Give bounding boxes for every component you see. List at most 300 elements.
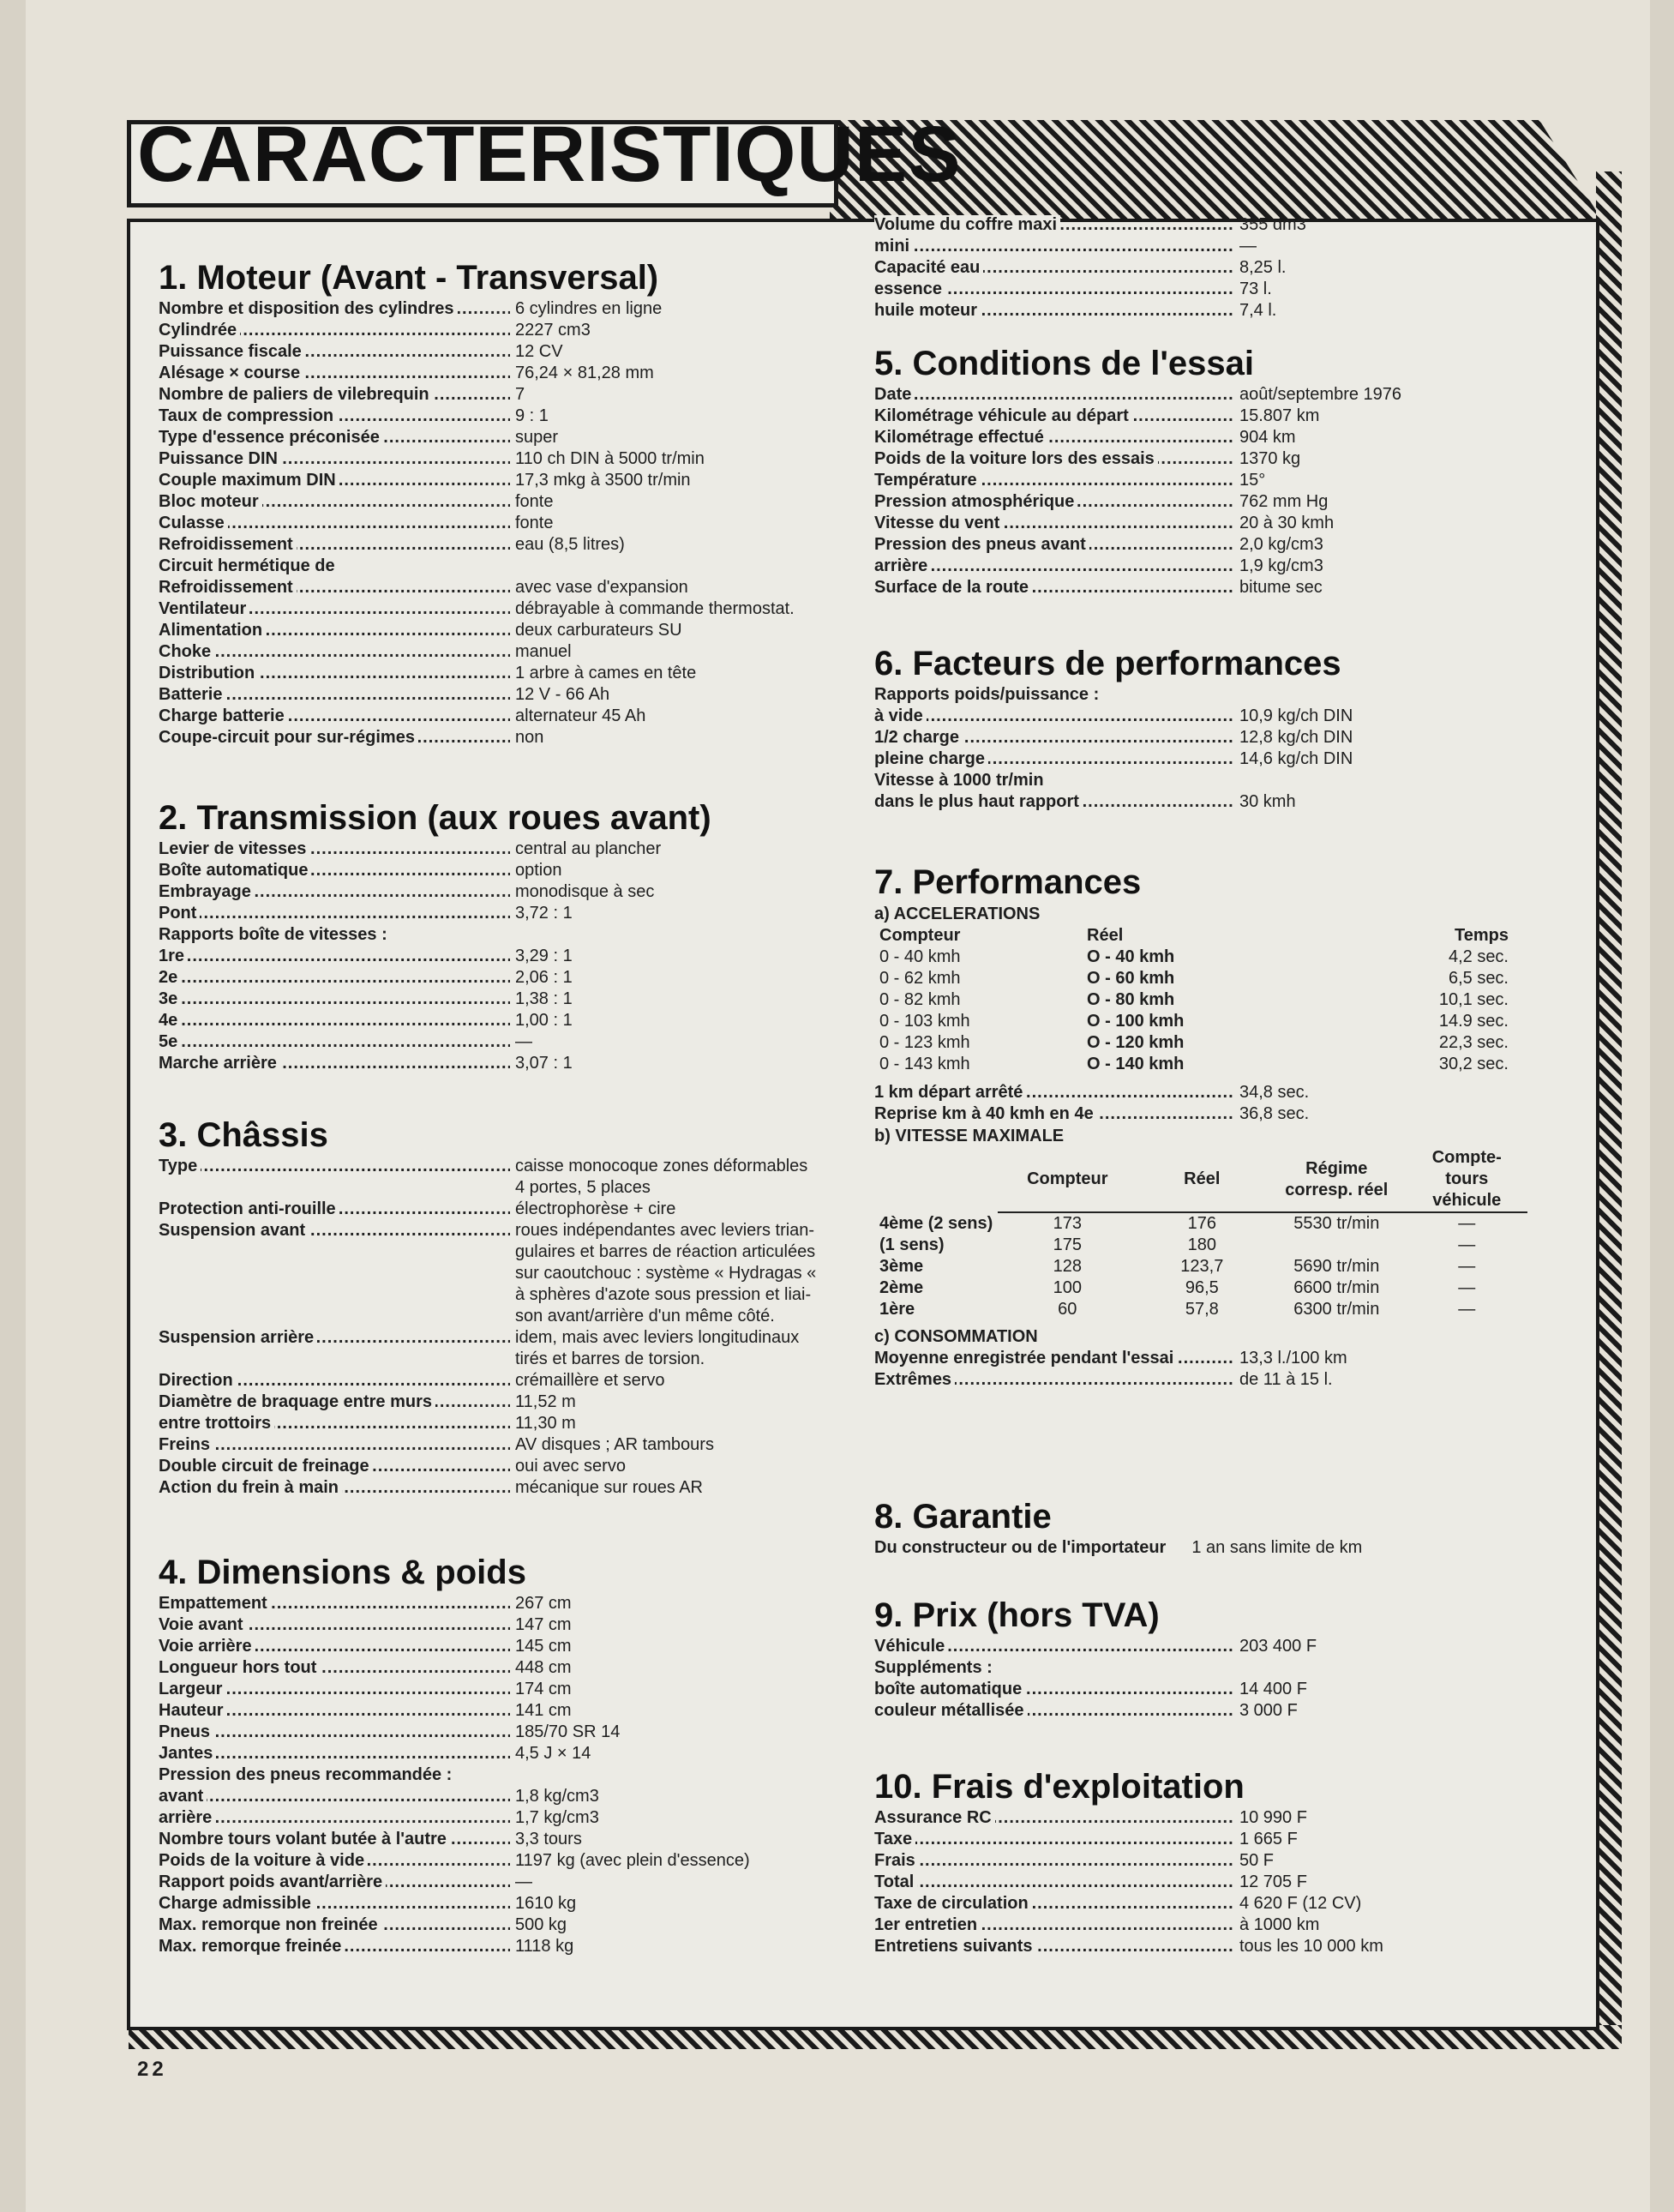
spec-value: alternateur 45 Ah: [515, 706, 646, 725]
spec-value: —: [515, 1032, 532, 1051]
spec-label-text: Véhicule: [874, 1637, 948, 1656]
section-performances: [874, 862, 1569, 1391]
section-garantie: [874, 1496, 1569, 1559]
spec-value: roues indépendantes avec leviers trian-: [515, 1221, 815, 1240]
table-cell: 6600 tr/min: [1293, 1278, 1380, 1297]
spec-label: [159, 1936, 510, 1957]
spec-label: [159, 1614, 510, 1636]
spec-label-text: 1/2 charge: [874, 728, 963, 747]
spec-value: 3,07 : 1: [515, 1054, 573, 1073]
spec-label: [874, 300, 1234, 322]
spec-label: [159, 860, 510, 881]
spec-row: [874, 1936, 1569, 1957]
spec-value: 76,24 × 81,28 mm: [515, 364, 654, 382]
spec-row: [159, 513, 870, 534]
spec-value: 4,5 J × 14: [515, 1744, 591, 1763]
spec-row: [874, 748, 1569, 770]
spec-row: [159, 839, 870, 860]
spec-label: [159, 1327, 510, 1349]
spec-row: [159, 1657, 870, 1679]
spec-label-text: Type d'essence préconisée: [159, 428, 383, 447]
spec-label: [159, 1786, 510, 1807]
spec-value: 11,30 m: [515, 1414, 576, 1433]
spec-label: [159, 684, 510, 706]
spec-value: 267 cm: [515, 1594, 572, 1613]
spec-value: 1,38 : 1: [515, 989, 573, 1008]
spec-label: [159, 1893, 510, 1914]
table-cell: 30,2 sec.: [1438, 1055, 1509, 1073]
table-cell: —: [1458, 1300, 1476, 1319]
spec-row: [159, 427, 870, 448]
table-cell: 123,7: [1180, 1257, 1224, 1276]
spec-label-text: Alimentation: [159, 621, 266, 640]
spec-label: [874, 384, 1234, 406]
spec-row: [159, 1284, 870, 1306]
rows-moteur: [159, 298, 870, 748]
spec-value: [1234, 684, 1239, 706]
spec-row: [874, 1348, 1569, 1369]
spec-value: 1370 kg: [1239, 449, 1301, 468]
spec-label: [159, 1764, 510, 1786]
spec-row: [159, 534, 870, 556]
spec-label: [159, 1914, 510, 1936]
spec-row: [159, 384, 870, 406]
spec-row: [159, 1349, 870, 1370]
spec-label-text: Batterie: [159, 685, 225, 704]
spec-row: [874, 577, 1569, 598]
spec-label: [874, 791, 1234, 813]
spec-label-text: Pont: [159, 904, 200, 923]
spec-label: [159, 1010, 510, 1031]
spec-value: 762 mm Hg: [1239, 492, 1329, 511]
table-cell: 57,8: [1185, 1300, 1219, 1319]
spec-label-text: Charge admissible: [159, 1894, 315, 1913]
spec-label-text: Refroidissement: [159, 535, 297, 554]
table-cell: 0 - 40 kmh: [879, 947, 961, 966]
spec-value: 14 400 F: [1239, 1680, 1307, 1698]
spec-value: caisse monocoque zones déformables: [515, 1157, 808, 1175]
section-facteurs: [874, 643, 1569, 813]
spec-label: [159, 320, 510, 341]
spec-label-text: Max. remorque freinée: [159, 1937, 345, 1956]
spec-value: 9 : 1: [515, 406, 549, 425]
spec-label: [874, 1850, 1234, 1872]
spec-label: [159, 1199, 510, 1220]
heading-prix: 9. Prix (hors TVA): [874, 1596, 1160, 1634]
spec-value: 10,9 kg/ch DIN: [1239, 706, 1353, 725]
table-row: [874, 968, 1514, 989]
spec-row: [159, 1434, 870, 1456]
spec-value: 3 000 F: [1239, 1701, 1298, 1720]
spec-label: [159, 1241, 510, 1263]
spec-label-text: 1re: [159, 947, 188, 965]
spec-label: [159, 1156, 510, 1177]
spec-value: eau (8,5 litres): [515, 535, 625, 554]
spec-row: [159, 1456, 870, 1477]
spec-label-text: [159, 1285, 162, 1304]
hatched-border-right: [1596, 171, 1622, 2041]
spec-value: 20 à 30 kmh: [1239, 514, 1335, 532]
table-cell: 4ème (2 sens): [879, 1213, 993, 1233]
spec-row: [159, 1392, 870, 1413]
spec-value: central au plancher: [515, 839, 662, 858]
heading-performances: 7. Performances: [874, 863, 1142, 901]
spec-value: oui avec servo: [515, 1457, 626, 1476]
spec-label-text: Boîte automatique: [159, 861, 311, 880]
table-cell: 4,2 sec.: [1448, 947, 1509, 966]
spec-row: [874, 214, 1569, 236]
spec-value: crémaillère et servo: [515, 1371, 665, 1390]
spec-label-text: Moyenne enregistrée pendant l'essai: [874, 1349, 1177, 1367]
spec-row: [874, 1679, 1569, 1700]
spec-value: 12 CV: [515, 342, 563, 361]
spec-label: [159, 363, 510, 384]
spec-row: [874, 300, 1569, 322]
rows-conso: [874, 1348, 1569, 1391]
garantie-label: Du constructeur ou de l'importateur: [874, 1538, 1167, 1557]
spec-label: [874, 706, 1234, 727]
spec-value: super: [515, 428, 559, 447]
spec-label-text: Embrayage: [159, 882, 255, 901]
spec-value: de 11 à 15 l.: [1239, 1370, 1333, 1389]
table-row: [874, 947, 1514, 968]
spec-row: [874, 727, 1569, 748]
spec-value: 3,3 tours: [515, 1830, 582, 1848]
spec-row: [159, 1156, 870, 1177]
spec-label-text: Date: [874, 385, 915, 404]
spec-row: [874, 279, 1569, 300]
spec-label-text: Direction: [159, 1371, 237, 1390]
spec-row: [159, 298, 870, 320]
spec-label: [159, 513, 510, 534]
spec-label-text: Surface de la route: [874, 578, 1032, 597]
spec-row: [159, 706, 870, 727]
spec-label: [159, 1053, 510, 1074]
table-cell: 100: [1053, 1278, 1082, 1297]
table-cell: O - 60 kmh: [1087, 969, 1175, 988]
spec-label: [874, 491, 1234, 513]
table-cell: 3ème: [879, 1257, 924, 1276]
acc-header: Compteur: [879, 926, 961, 945]
spec-label: [874, 257, 1234, 279]
spec-row: [874, 384, 1569, 406]
spec-label-text: Longueur hors tout: [159, 1658, 320, 1677]
spec-label-text: Culasse: [159, 514, 228, 532]
table-cell: 96,5: [1185, 1278, 1219, 1297]
spec-label-text: Largeur: [159, 1680, 225, 1698]
spec-row: [874, 684, 1569, 706]
table-cell: O - 140 kmh: [1087, 1055, 1185, 1073]
spec-value: 2227 cm3: [515, 321, 591, 340]
spec-value: sur caoutchouc : système « Hydragas «: [515, 1264, 817, 1283]
section-coffre: [874, 214, 1569, 322]
table-cell: 22,3 sec.: [1438, 1033, 1509, 1052]
spec-label: [159, 1284, 510, 1306]
spec-label-text: 5e: [159, 1032, 181, 1051]
heading-moteur: 1. Moteur (Avant - Transversal): [159, 259, 659, 297]
spec-label-text: Suppléments :: [874, 1658, 996, 1677]
spec-label: [874, 727, 1234, 748]
spec-row: [159, 967, 870, 989]
spec-label: [159, 663, 510, 684]
spec-row: [874, 1807, 1569, 1829]
table-row: [874, 1011, 1514, 1032]
spec-value: tous les 10 000 km: [1239, 1937, 1383, 1956]
section-dimensions: [159, 1552, 870, 1957]
spec-row: [874, 1829, 1569, 1850]
spec-label-text: Nombre et disposition des cylindres: [159, 299, 458, 318]
spec-value: 7: [515, 385, 525, 404]
spec-label: [159, 406, 510, 427]
spec-row: [159, 1263, 870, 1284]
spec-value: non: [515, 728, 544, 747]
spec-row: [874, 706, 1569, 727]
spec-label: [159, 1456, 510, 1477]
spec-label-text: Couple maximum DIN: [159, 471, 339, 490]
spec-label: [159, 881, 510, 903]
spec-row: [874, 1636, 1569, 1657]
spec-value: 34,8 sec.: [1239, 1083, 1310, 1102]
heading-frais: 10. Frais d'exploitation: [874, 1768, 1245, 1806]
spec-label-text: Suspension arrière: [159, 1328, 317, 1347]
section-conditions: [874, 343, 1569, 598]
spec-label: [159, 1743, 510, 1764]
table-cell: 0 - 123 kmh: [879, 1033, 970, 1052]
table-cell: O - 40 kmh: [1087, 947, 1175, 966]
spec-row: [159, 1829, 870, 1850]
spec-row: [874, 491, 1569, 513]
spec-label: [159, 706, 510, 727]
spec-label: [159, 1220, 510, 1241]
spec-label: [159, 1349, 510, 1370]
spec-value: 1118 kg: [515, 1937, 574, 1956]
table-cell: 1ère: [879, 1300, 915, 1319]
table-row: [874, 1212, 1527, 1235]
rows-km: [874, 1082, 1569, 1125]
spec-label-text: avant: [159, 1787, 207, 1806]
spec-row: [159, 470, 870, 491]
spec-label-text: arrière: [874, 556, 931, 575]
spec-label-text: Voie avant: [159, 1615, 247, 1634]
spec-label-text: Vitesse du vent: [874, 514, 1003, 532]
spec-label-text: mini: [874, 237, 913, 255]
spec-label: [874, 470, 1234, 491]
spec-value: 147 cm: [515, 1615, 572, 1634]
spec-value: —: [1239, 237, 1257, 255]
table-row: [874, 1299, 1527, 1320]
spec-row: [874, 1103, 1569, 1125]
spec-row: [159, 989, 870, 1010]
spec-row: [874, 556, 1569, 577]
spec-label-text: Marche arrière: [159, 1054, 280, 1073]
spec-label: [159, 1700, 510, 1722]
table-cell: 60: [1058, 1300, 1077, 1319]
spec-value: 10 990 F: [1239, 1808, 1307, 1827]
section-frais: [874, 1766, 1569, 1957]
spec-row: [874, 236, 1569, 257]
spec-row: [159, 903, 870, 924]
spec-row: [874, 257, 1569, 279]
table-cell: 176: [1187, 1214, 1216, 1233]
spec-row: [159, 641, 870, 663]
spec-label-text: Puissance fiscale: [159, 342, 305, 361]
spec-label-text: Cylindrée: [159, 321, 240, 340]
spec-row: [159, 620, 870, 641]
spec-row: [159, 1807, 870, 1829]
spec-row: [159, 577, 870, 598]
page-number: 22: [137, 2058, 167, 2081]
spec-label: [874, 534, 1234, 556]
table-cell: 6300 tr/min: [1293, 1300, 1380, 1319]
spec-value: monodisque à sec: [515, 882, 655, 901]
spec-label: [159, 534, 510, 556]
spec-label-text: Poids de la voiture à vide: [159, 1851, 368, 1870]
spec-label-text: Frais: [874, 1851, 919, 1870]
spec-row: [159, 1700, 870, 1722]
spec-label-text: Kilométrage véhicule au départ: [874, 406, 1132, 425]
rows-chassis: [159, 1156, 870, 1499]
spec-label: [159, 1722, 510, 1743]
spec-label-text: [159, 1349, 162, 1368]
spec-value: 2,06 : 1: [515, 968, 573, 987]
vmax-table: [874, 1147, 1527, 1320]
rows-facteurs: [874, 684, 1569, 813]
spec-row: [159, 1177, 870, 1199]
spec-label: [159, 1829, 510, 1850]
spec-row: [159, 1370, 870, 1392]
spec-label: [874, 770, 1234, 791]
spec-row: [874, 406, 1569, 427]
spec-value: —: [515, 1872, 532, 1891]
spec-label-text: Protection anti-rouille: [159, 1199, 339, 1218]
table-cell: 0 - 143 kmh: [879, 1055, 970, 1073]
spec-row: [874, 427, 1569, 448]
spec-label: [159, 924, 510, 946]
spec-value: 355 dm3: [1239, 215, 1306, 234]
spec-label: [874, 1369, 1234, 1391]
spec-label-text: 4e: [159, 1011, 181, 1030]
spec-row: [874, 448, 1569, 470]
spec-label: [159, 1872, 510, 1893]
spec-label-text: Refroidissement: [159, 578, 297, 597]
spec-row: [159, 1786, 870, 1807]
rows-conditions: [874, 384, 1569, 598]
section-prix: [874, 1595, 1569, 1722]
spec-row: [874, 1369, 1569, 1391]
spec-label-text: boîte automatique: [874, 1680, 1025, 1698]
table-cell: (1 sens): [879, 1235, 945, 1254]
acc-body: [874, 947, 1514, 1075]
spec-value: [510, 924, 515, 946]
spec-label: [159, 1306, 510, 1327]
spec-row: [159, 881, 870, 903]
table-row: [874, 989, 1514, 1011]
spec-label: [874, 214, 1234, 236]
section-moteur: [159, 257, 870, 748]
table-cell: 180: [1187, 1235, 1216, 1254]
spec-label: [159, 1263, 510, 1284]
heading-conditions: 5. Conditions de l'essai: [874, 345, 1254, 382]
spec-label: [874, 1893, 1234, 1914]
spec-label-text: Alésage × course: [159, 364, 303, 382]
table-cell: 173: [1053, 1214, 1082, 1233]
garantie-value: 1 an sans limite de km: [1191, 1538, 1363, 1557]
spec-label: [159, 470, 510, 491]
spec-label: [159, 298, 510, 320]
spec-row: [874, 470, 1569, 491]
spec-value: 1 arbre à cames en tête: [515, 664, 697, 682]
spec-value: 1,8 kg/cm3: [515, 1787, 599, 1806]
spec-label-text: Poids de la voiture lors des essais: [874, 449, 1158, 468]
spec-row: [159, 556, 870, 577]
table-cell: O - 80 kmh: [1087, 990, 1175, 1009]
acc-header: Réel: [1087, 926, 1124, 945]
rows-coffre: [874, 214, 1569, 322]
spec-row: [159, 860, 870, 881]
spec-label: [874, 1936, 1234, 1957]
spec-label: [874, 1103, 1234, 1125]
spec-label: [159, 1413, 510, 1434]
spec-label-text: Jantes: [159, 1744, 216, 1763]
spec-value: gulaires et barres de réaction articulées: [515, 1242, 816, 1261]
spec-value: 12 V - 66 Ah: [515, 685, 610, 704]
spec-row: [159, 1593, 870, 1614]
table-cell: 5690 tr/min: [1293, 1257, 1380, 1276]
spec-label: [159, 727, 510, 748]
conso-title: c) CONSOMMATION: [874, 1327, 1038, 1346]
spec-value: 4 620 F (12 CV): [1239, 1894, 1362, 1913]
spec-row: [159, 341, 870, 363]
spec-value: à sphères d'azote sous pression et liai-: [515, 1285, 812, 1304]
spec-label-text: Puissance DIN: [159, 449, 281, 468]
spec-row: [874, 1657, 1569, 1679]
spec-label-text: huile moteur: [874, 301, 981, 320]
spec-value: 13,3 l./100 km: [1239, 1349, 1347, 1367]
spec-label-text: [159, 1178, 162, 1197]
spec-value: 904 km: [1239, 428, 1296, 447]
spec-label-text: couleur métallisée: [874, 1701, 1028, 1720]
spec-row: [159, 1722, 870, 1743]
table-cell: —: [1458, 1214, 1476, 1233]
spec-label: [874, 1700, 1234, 1722]
spec-label-text: Taxe de circulation: [874, 1894, 1032, 1913]
spec-value: 36,8 sec.: [1239, 1104, 1310, 1123]
spec-row: [159, 363, 870, 384]
spec-label: [159, 967, 510, 989]
spec-label-text: Type: [159, 1157, 201, 1175]
spec-value: 110 ch DIN à 5000 tr/min: [515, 449, 705, 468]
spec-label: [874, 1636, 1234, 1657]
spec-label: [159, 946, 510, 967]
spec-row: [159, 406, 870, 427]
vmax-header: Régime corresp. réel: [1267, 1147, 1406, 1212]
spec-row: [159, 1010, 870, 1031]
spec-row: [159, 1220, 870, 1241]
table-cell: —: [1458, 1235, 1476, 1254]
spec-value: 6 cylindres en ligne: [515, 299, 663, 318]
spec-label-text: Nombre tours volant butée à l'autre: [159, 1830, 450, 1848]
vmax-header: Compte-tours véhicule: [1406, 1147, 1527, 1212]
spec-row: [159, 663, 870, 684]
table-cell: O - 100 kmh: [1087, 1012, 1185, 1031]
table-cell: —: [1458, 1257, 1476, 1276]
spec-label-text: Coupe-circuit pour sur-régimes: [159, 728, 418, 747]
spec-row: [159, 598, 870, 620]
spec-row: [159, 448, 870, 470]
spec-label: [874, 279, 1234, 300]
spec-row: [159, 727, 870, 748]
spec-label: [874, 513, 1234, 534]
